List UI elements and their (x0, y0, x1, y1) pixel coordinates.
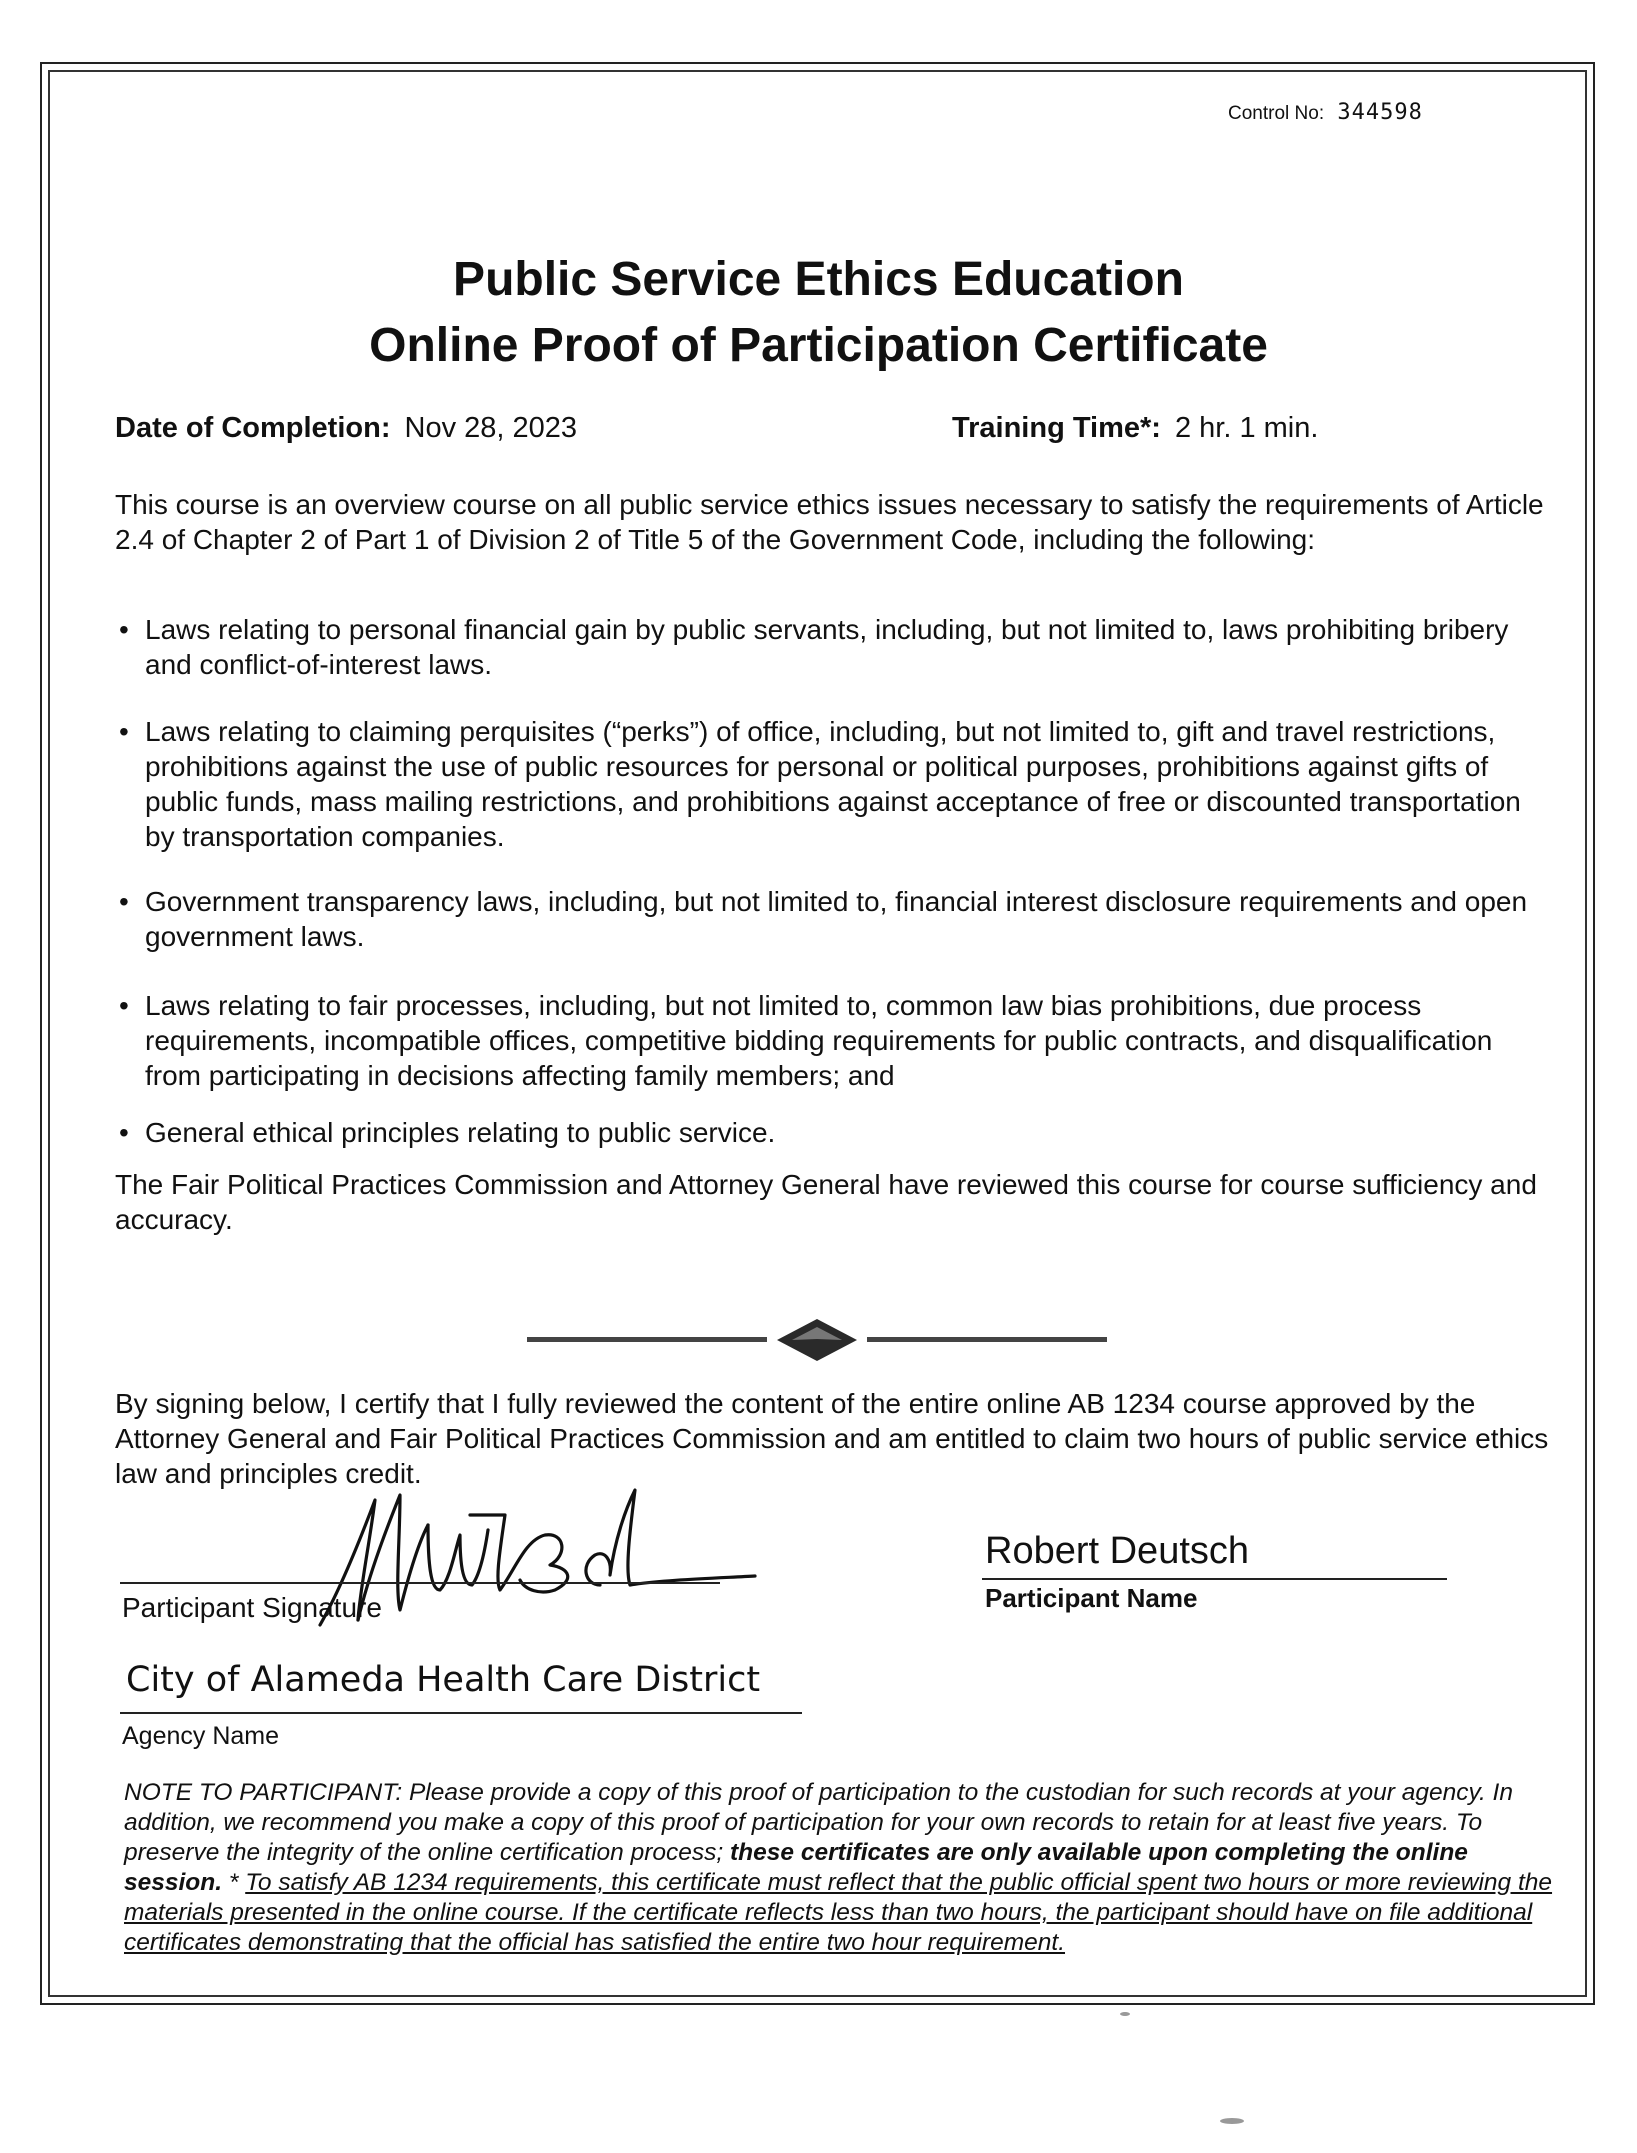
diamond-divider (527, 1315, 1107, 1365)
completion-label: Date of Completion: (115, 412, 391, 444)
control-number (1228, 100, 1423, 125)
agency-name-label: Agency Name (122, 1722, 280, 1750)
training-time (952, 412, 1318, 445)
list-item: • General ethical principles relating to public service. (145, 1115, 1555, 1150)
participant-name-line (982, 1578, 1447, 1580)
signature-line (120, 1582, 720, 1584)
note-emphasis: these certificates are only available upon completing the online session. (124, 1839, 1468, 1896)
list-item: • Laws relating to fair processes, including, but not limited to, common law bias prohibitions, due process requirements, incompatible offices, competitive bidding requirements for public contracts, and disqualification from participating in decisions affecting family members; and (145, 988, 1555, 1093)
control-label: Control No: (1228, 103, 1325, 124)
note-asterisk: * (222, 1869, 246, 1896)
participant-name-label: Participant Name (985, 1583, 1198, 1613)
scan-speck (1220, 2118, 1244, 2124)
note-to-participant (124, 1778, 1564, 1958)
training-value: 2 hr. 1 min. (1174, 412, 1319, 444)
control-value: 344598 (1337, 100, 1423, 125)
agency-name-line (120, 1712, 802, 1714)
date-of-completion (115, 412, 577, 445)
agency-name: City of Alameda Health Care District (126, 1660, 761, 1700)
list-item: • Laws relating to claiming perquisites (“perks”) of office, including, but not limited to, gift and travel restrictions, prohibitions against the use of public resources for personal or political purposes, prohibitions against gifts of public funds, mass mailing restrictions, and prohibitions against acceptance of free or discounted transportation by transportation companies. (145, 714, 1555, 854)
certificate-title-line1: Public Service Ethics Education (453, 253, 1184, 306)
note-text: NOTE TO PARTICIPANT: Please provide a copy of this proof of participation to the custodian for such records at your agency. In addition, we recommend you make a copy of this proof of participation for your own records to retain for at least five years. To preserve the integrity of the online certification process; (124, 1779, 1513, 1866)
participant-name: Robert Deutsch (985, 1530, 1250, 1572)
list-item: • Laws relating to personal financial gain by public servants, including, but not limited to, laws prohibiting bribery and conflict-of-interest laws. (145, 612, 1555, 682)
scan-speck (1120, 2012, 1130, 2016)
certificate-title-line2: Online Proof of Participation Certificate (369, 319, 1268, 372)
review-statement: The Fair Political Practices Commission and Attorney General have reviewed this course for course sufficiency and accuracy. (115, 1169, 1537, 1235)
training-label: Training Time*: (952, 412, 1161, 444)
completion-value: Nov 28, 2023 (404, 412, 578, 444)
list-item: • Government transparency laws, including, but not limited to, financial interest disclosure requirements and open government laws. (145, 884, 1555, 954)
certification-statement: By signing below, I certify that I fully reviewed the content of the entire online AB 1234 course approved by the Attorney General and Fair Political Practices Commission and am entitled to claim two hours of public service ethics law and principles credit. (115, 1388, 1549, 1489)
course-description: This course is an overview course on all public service ethics issues necessary to satisfy the requirements of Article 2.4 of Chapter 2 of Part 1 of Division 2 of Title 5 of the Government Code, including the following: (115, 489, 1544, 555)
note-requirement: To satisfy AB 1234 requirements, this certificate must reflect that the public official spent two hours or more reviewing the materials presented in the online course. If the certificate reflects less than two hours, the participant should have on file additional certificates demonstrating that the official has satisfied the entire two hour requirement. (124, 1869, 1553, 1956)
signature-label: Participant Signature (122, 1592, 382, 1623)
